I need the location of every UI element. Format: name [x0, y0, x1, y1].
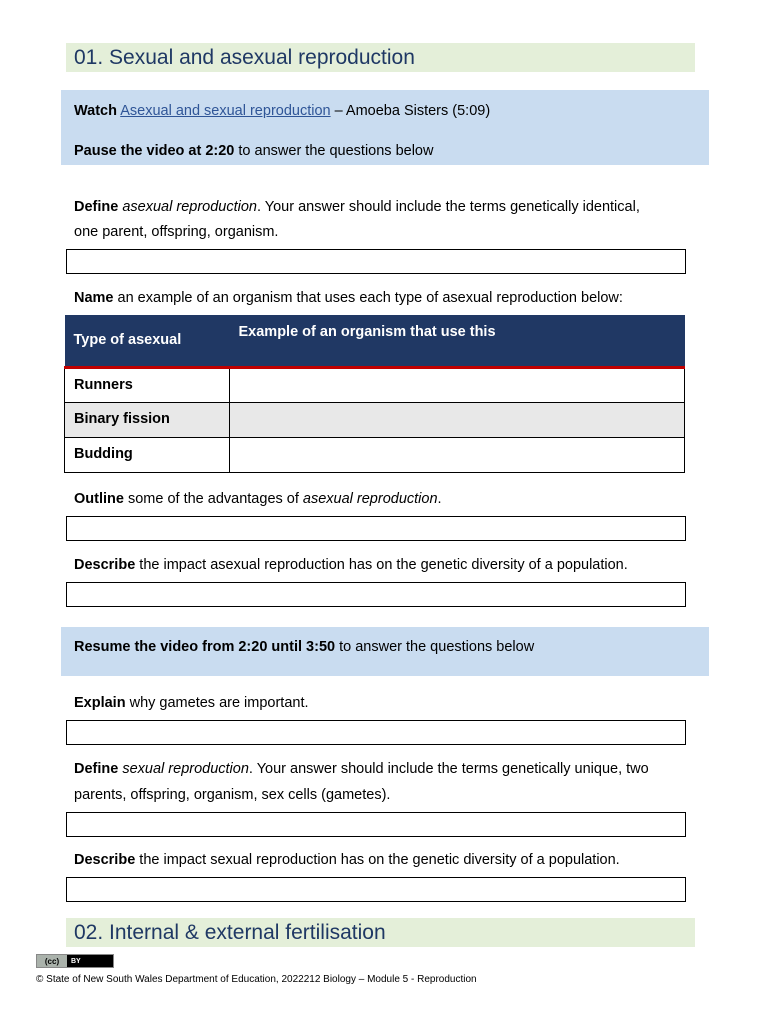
by-label: BY — [71, 957, 81, 965]
pause-text: to answer the questions below — [234, 143, 434, 159]
asexual-types-table — [64, 315, 685, 473]
table-cell-type: Budding — [65, 437, 230, 472]
resume-text: to answer the questions below — [335, 639, 535, 655]
question-verb: Describe — [74, 852, 136, 868]
table-header-example: Example of an organism that use this — [230, 315, 685, 367]
question-text: why gametes are important. — [125, 695, 309, 711]
cc-icon: (cc) — [37, 955, 67, 967]
table-row — [65, 367, 685, 402]
table-cell-type: Binary fission — [65, 402, 230, 437]
resume-label: Resume the video from 2:20 until 3:50 — [74, 639, 336, 655]
video-link[interactable]: Asexual and sexual reproduction — [120, 103, 331, 119]
question-verb: Explain — [74, 695, 126, 711]
answer-field-describe-sexual[interactable] — [66, 877, 686, 902]
section-title: 01. Sexual and asexual reproduction — [74, 46, 415, 69]
answer-field-define-asexual[interactable] — [66, 249, 686, 274]
answer-field-describe-asexual[interactable] — [66, 582, 686, 607]
table-row — [65, 402, 685, 437]
question-define-sexual — [74, 757, 649, 782]
video-source: – Amoeba Sisters (5:09) — [330, 103, 491, 119]
question-term: asexual reproduction — [122, 199, 257, 215]
question-verb: Define — [74, 761, 119, 777]
table-cell-example-input[interactable] — [230, 437, 685, 472]
question-end: . — [437, 491, 442, 507]
question-text: an example of an organism that uses each type of asexual reproduction below: — [113, 290, 623, 306]
footer-copyright: © State of New South Wales Department of Education, 2022212 Biology – Module 5 - Reproduction — [36, 974, 477, 985]
question-term: sexual reproduction — [122, 761, 249, 777]
question-text: some of the advantages of — [123, 491, 303, 507]
table-cell-example-input[interactable] — [230, 402, 685, 437]
cc-by-license-icon — [36, 954, 114, 968]
answer-field-explain[interactable] — [66, 720, 686, 745]
question-term: asexual reproduction — [302, 491, 438, 507]
question-verb: Describe — [74, 557, 136, 573]
question-verb: Outline — [74, 491, 124, 507]
section-title: 02. Internal & external fertilisation — [74, 921, 386, 944]
question-describe-sexual — [74, 848, 620, 873]
question-verb: Define — [74, 199, 119, 215]
table-header-type: Type of asexual — [65, 315, 230, 367]
question-text: . Your answer should include the terms genetically unique, two — [248, 761, 649, 777]
question-verb: Name — [74, 290, 114, 306]
question-define-sexual-line2: parents, offspring, organism, sex cells (gametes). — [74, 787, 391, 803]
question-explain — [74, 691, 309, 716]
question-define-asexual — [74, 195, 640, 220]
question-text: the impact asexual reproduction has on the genetic diversity of a population. — [135, 557, 628, 573]
pause-label: Pause the video at 2:20 — [74, 143, 235, 159]
question-name — [74, 286, 623, 311]
watch-line — [74, 99, 490, 124]
resume-line — [74, 635, 534, 660]
question-text: the impact sexual reproduction has on the genetic diversity of a population. — [135, 852, 620, 868]
table-cell-type: Runners — [65, 367, 230, 402]
question-text: . Your answer should include the terms genetically identical, — [256, 199, 640, 215]
answer-field-define-sexual[interactable] — [66, 812, 686, 837]
watch-label: Watch — [74, 103, 117, 119]
table-cell-example-input[interactable] — [230, 367, 685, 402]
question-outline — [74, 487, 442, 512]
question-describe-asexual — [74, 553, 628, 578]
pause-line — [74, 139, 433, 164]
question-define-asexual-line2: one parent, offspring, organism. — [74, 224, 279, 240]
answer-field-outline[interactable] — [66, 516, 686, 541]
table-row — [65, 437, 685, 472]
